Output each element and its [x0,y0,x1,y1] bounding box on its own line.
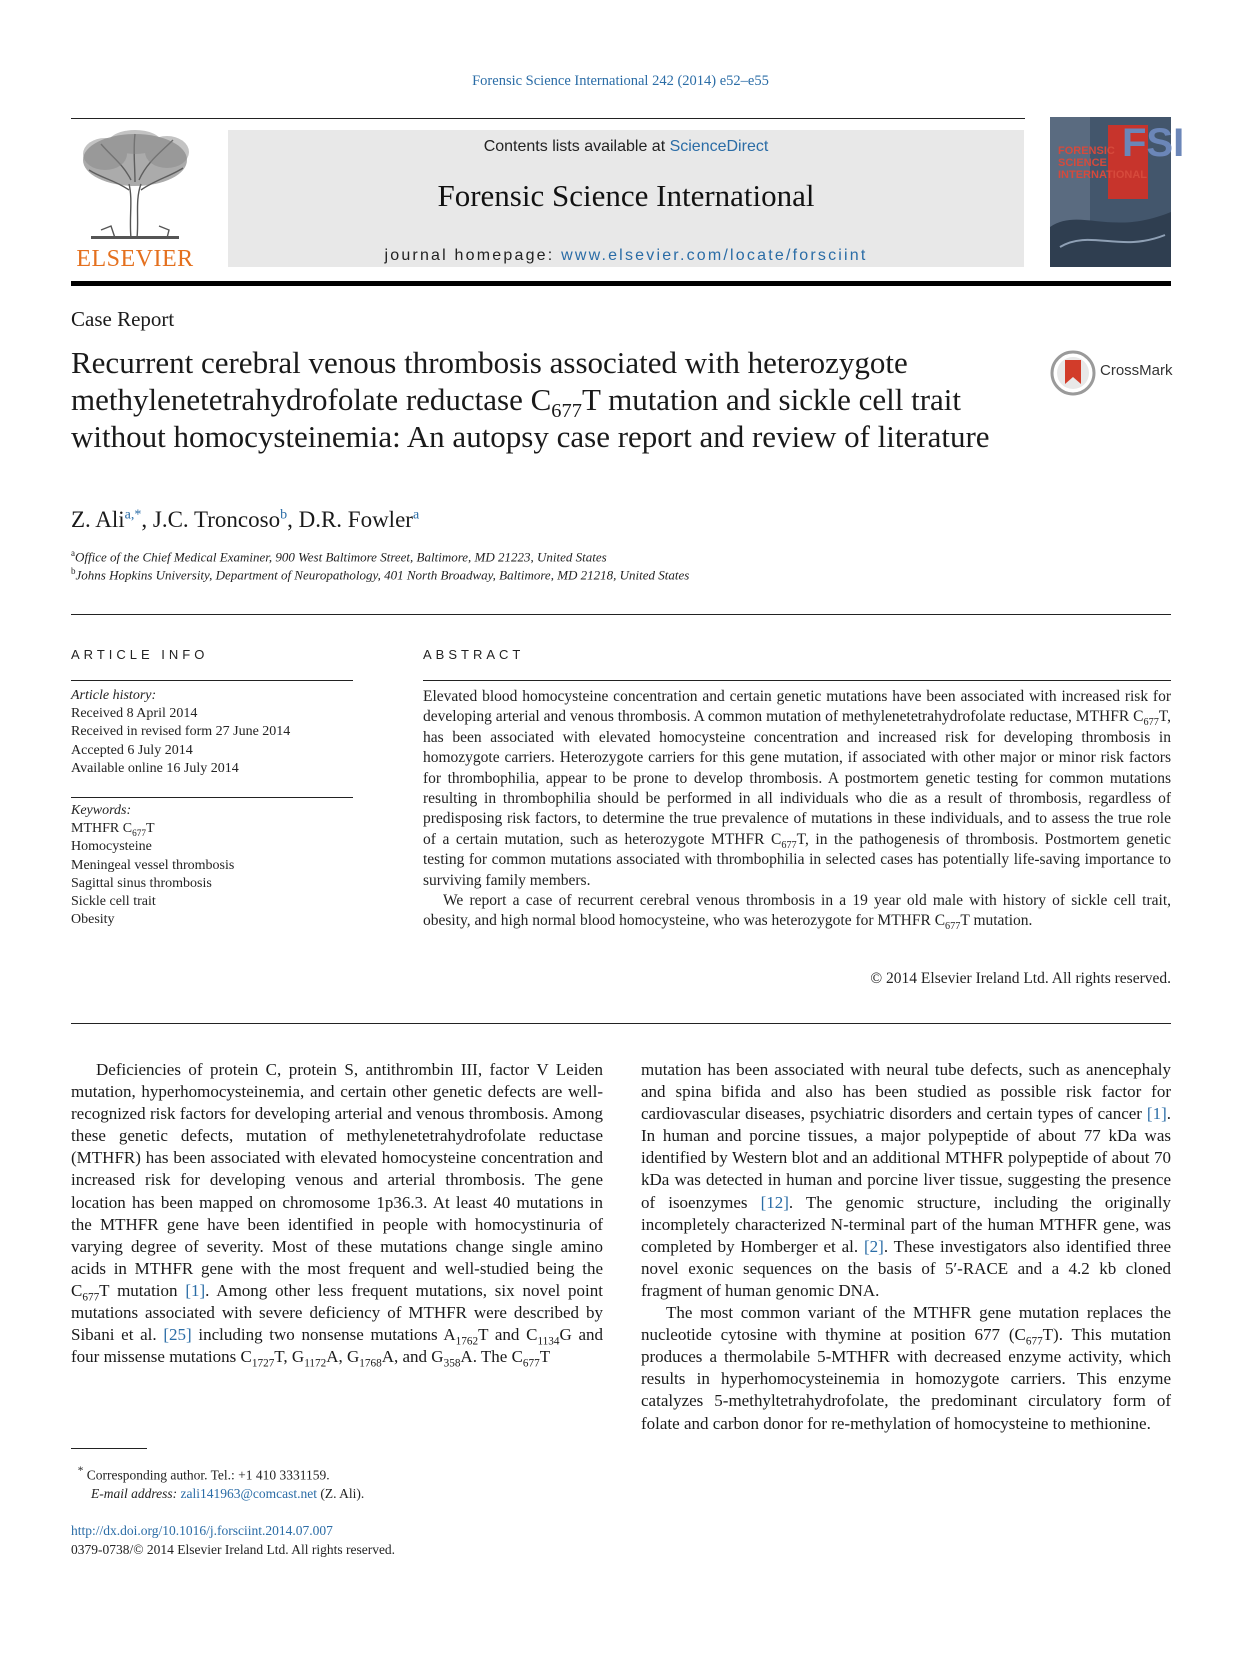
subscript: 677 [781,839,797,851]
keyword-item: Sagittal sinus thrombosis [71,875,212,891]
corresponding-author-footnote [71,1462,611,1504]
body-text-run: . These investigators also identified three novel exonic sequences on the basis of 5′-RACE and a 4.2 kb cloned fragment of human genomic DNA. [641,1236,1171,1300]
body-text-run: The most common variant of the MTHFR gene mutation replaces the nucleotide cytosine with thymine at position 677 (C [641,1303,1171,1345]
abstract-text-run: T, has been associated with elevated homocysteine concentration and increased risk for developing thrombosis in homozygote carriers. Heterozygote carriers for this gene mutation, if associated with other major or minor risk factors for thrombophilia, appear to be prone to develop thrombosis. A postmortem genetic testing for common mutations resulting in thrombophilia should be performed in all individuals who die as a result of thrombosis, regardless of predisposing risk factors, to determine the true prevalence of mutations in these individuals, and to assess the true role of a certain mutation, such as heterozygote MTHFR C [423,708,1171,848]
affiliation-a [71,548,607,565]
reference-link[interactable]: [25] [163,1325,192,1345]
author-affiliation-marker[interactable]: b [280,507,288,523]
subscript: 1762 [455,1335,479,1348]
elsevier-tree-icon [71,130,199,242]
keyword-item: Obesity [71,912,115,928]
subscript: 677 [82,1291,100,1304]
subscript: 1768 [359,1357,382,1370]
abstract-rule [423,680,1171,681]
sciencedirect-link[interactable]: ScienceDirect [669,138,769,155]
journal-cover-thumbnail[interactable] [1050,117,1185,267]
contents-line [228,138,1024,156]
history-revised: Received in revised form 27 June 2014 [71,724,291,740]
abstract-text-run: We report a case of recurrent cerebral venous thrombosis in a 19 year old male with history of sickle cell trait, obesity, and high normal blood homocysteine, who was heterozygote for MTHFR C [423,892,1171,930]
abstract-body [423,687,1171,932]
abstract-paragraph [423,891,1171,932]
subscript: 677 [1143,717,1159,729]
keywords-rule [71,797,353,798]
journal-citation[interactable]: Forensic Science International 242 (2014) e52–e55 [472,73,769,89]
body-paragraph [71,1059,603,1368]
affiliation-marker: a [71,548,75,558]
abstract-copyright: © 2014 Elsevier Ireland Ltd. All rights reserved. [870,970,1171,987]
homepage-link[interactable]: www.elsevier.com/locate/forsciint [561,247,868,264]
footnote-rule [71,1448,147,1449]
crossmark-icon [1050,350,1096,396]
contents-prefix: Contents lists available at [483,138,670,155]
keyword-text: T [145,821,155,837]
homepage-prefix: journal homepage: [384,247,562,264]
reference-link[interactable]: [12] [760,1192,789,1212]
crossmark-label: CrossMark [1100,362,1173,379]
keyword-text: MTHFR C [71,821,133,837]
email-label: E-mail address: [91,1486,181,1501]
history-online: Available online 16 July 2014 [71,760,239,776]
subscript: 677 [522,1357,540,1370]
elsevier-logo [71,130,199,273]
journal-name: Forensic Science International [437,178,815,213]
body-text-run: T and C [478,1325,538,1345]
keyword-subscript: 677 [132,828,146,838]
history-accepted: Accepted 6 July 2014 [71,742,193,758]
email-suffix: (Z. Ali). [317,1486,365,1501]
issn-line: 0379-0738/© 2014 Elsevier Ireland Ltd. All rights reserved. [71,1541,396,1557]
body-paragraph [641,1302,1171,1435]
affiliation-b [71,566,689,583]
article-info-heading: ARTICLE INFO [71,647,209,662]
body-column-right [641,1059,1171,1435]
crossmark-badge[interactable] [1050,350,1175,398]
title-text-2: T mutation and sickle cell trait without homocysteinemia: An autopsy case report and review of literature [71,382,990,454]
body-text-run: Deficiencies of protein C, protein S, antithrombin III, factor V Leiden mutation, hyperhomocysteinemia, and certain other genetic defects are well-recognized risk factors for developing arterial and venous thrombosis. Among these genetic defects, mutation of methylenetetrahydrofolate reductase (MTHFR) has been associated with elevated homocysteine concentration and increased risk for developing venous and arterial thrombosis. The gene location has been mapped on chromosome 1p36.3. At least 40 mutations in the MTHFR gene have been identified in people with homocystinuria of varying degree of severity. Most of these mutations change single amino acids in MTHFR gene with the most frequent and well-studied being the C [71,1060,603,1300]
author-name[interactable]: D.R. Fowler [298,507,413,532]
reference-link[interactable]: [1] [185,1280,206,1300]
footnote-marker: * [77,1465,84,1477]
history-received: Received 8 April 2014 [71,706,198,722]
abstract-text-run: Elevated blood homocysteine concentration and certain genetic mutations have been associated with increased risk for developing arterial and venous thrombosis. A common mutation of methylenetetrahydrofolate reductase, MTHFR C [423,688,1171,726]
doi-block [71,1522,611,1559]
subscript: 1727 [251,1357,275,1370]
cover-acronym: FSI [1122,121,1185,165]
subscript: 1134 [537,1335,560,1348]
body-column-left [71,1059,603,1368]
affiliation-marker: b [71,566,76,576]
subscript: 1172 [304,1357,327,1370]
body-text-run: . In human and porcine tissues, a major polypeptide of about 77 kDa was identified by Western blot and an additional MTHFR polypeptide of about 70 kDa was detected in human and porcine liver tissue, suggesting the presence of isoenzymes [641,1104,1171,1212]
affiliation-text: Johns Hopkins University, Department of Neuropathology, 401 North Broadway, Baltimore, MD 21218, United States [75,567,690,583]
abstract-heading: ABSTRACT [423,647,525,662]
reference-link[interactable]: [1] [1146,1104,1167,1124]
body-text-run: G and four missense mutations C [71,1325,603,1367]
section-divider [71,1023,1171,1024]
title-subscript: 677 [551,400,582,423]
body-text-run: mutation has been associated with neural tube defects, such as anencephaly and spina bifida and also has been studied as possible risk factor for cardiovascular diseases, psychiatric disorders and certain types of cancer [641,1060,1171,1124]
elsevier-wordmark: ELSEVIER [76,246,194,272]
doi-link[interactable]: http://dx.doi.org/10.1016/j.forsciint.2014.07.007 [71,1523,333,1538]
body-text-run: . Among other less frequent mutations, six novel point mutations associated with severe deficiency of MTHFR were described by Sibani et al. [71,1280,603,1345]
body-text-run: T, G [274,1347,305,1367]
subscript: 677 [945,921,961,933]
author-affiliation-marker[interactable]: a [412,507,420,523]
body-text-run: . The genomic structure, including the originally incompletely characterized N-terminal part of the human MTHFR gene, was completed by Homberger et al. [641,1192,1171,1256]
abstract-text-run: T mutation. [960,912,1033,930]
footnote-email-line [71,1485,611,1504]
title-text-1: Recurrent cerebral venous thrombosis associated with heterozygote methylenetetrahydrofolate reductase C [71,345,908,417]
body-text-run: T). This mutation produces a thermolabile 5-MTHFR with decreased enzyme activity, which results in hyperhomocysteinemia in homozygote carriers. This enzyme catalyzes 5-methyltetrahydrofolate, the predominant circulatory form of folate and carbon donor for re-methylation of homocysteine to methionine. [641,1325,1172,1433]
cover-title: FORENSIC SCIENCE INTERNATIONAL [1058,145,1148,181]
author-separator: , [141,507,153,532]
body-text-run: A. The C [460,1347,523,1367]
section-divider [71,614,1171,615]
author-list [71,507,419,533]
author-affiliation-marker[interactable]: a,* [124,507,142,523]
keyword-item: Homocysteine [71,839,152,855]
subscript: 358 [443,1357,461,1370]
keywords-label: Keywords: [71,803,132,818]
keywords-list [71,802,353,929]
body-paragraph [641,1059,1171,1302]
subscript: 677 [1025,1335,1043,1348]
header-top-rule [71,118,1025,119]
keyword-item: Meningeal vessel thrombosis [71,857,235,873]
body-text-run: T mutation [99,1280,186,1300]
article-info-rule [71,680,353,681]
reference-link[interactable]: [2] [863,1236,884,1256]
journal-header-box [228,130,1024,267]
header-thick-rule [71,281,1171,286]
body-text-run: A, and G [381,1347,444,1367]
email-link[interactable]: zali141963@comcast.net [180,1486,318,1501]
body-text-run: A, G [326,1347,360,1367]
article-type: Case Report [71,307,175,331]
history-label: Article history: [71,688,157,703]
keyword-item [71,820,353,838]
keyword-item: Sickle cell trait [71,894,156,910]
author-separator: , [287,507,299,532]
body-text-run: including two nonsense mutations A [191,1325,456,1345]
body-text-run: T [539,1347,551,1367]
author-name[interactable]: Z. Ali [71,507,125,532]
article-history [71,687,353,778]
article-title [71,344,1031,455]
footnote-line [71,1462,611,1485]
abstract-paragraph [423,687,1171,891]
homepage-line [228,247,1024,265]
affiliation-text: Office of the Chief Medical Examiner, 900 West Baltimore Street, Baltimore, MD 21223, United States [75,549,607,565]
author-name[interactable]: J.C. Troncoso [152,507,281,532]
footnote-text: Corresponding author. Tel.: +1 410 3331159. [83,1467,330,1483]
abstract-text-run: T, in the pathogenesis of thrombosis. Postmortem genetic testing for common mutations associated with thrombophilia in selected cases has potentially life-saving importance to surviving family members. [423,830,1171,889]
